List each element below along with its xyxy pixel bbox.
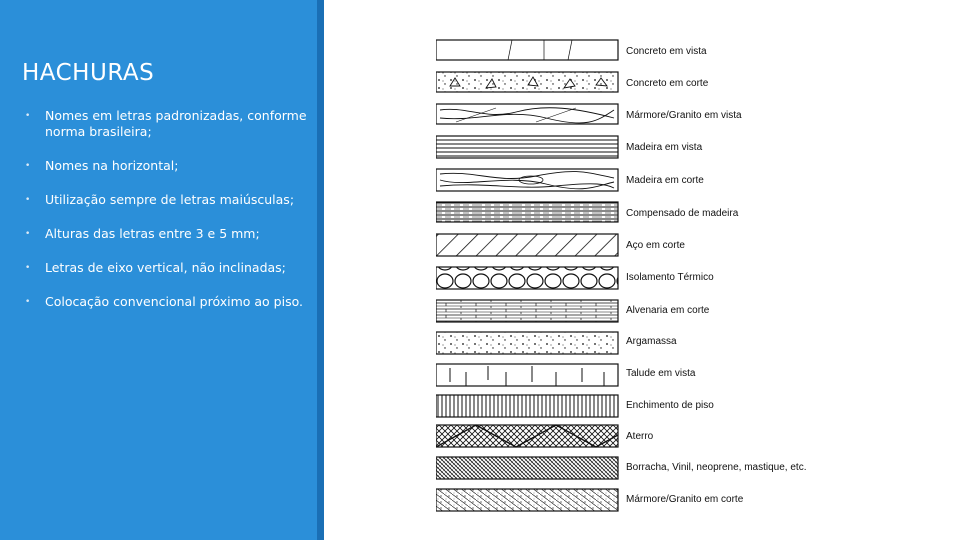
hatch-label: Argamassa: [626, 336, 677, 347]
hatch-swatch-compensado: [436, 202, 618, 222]
bullet-text: Letras de eixo vertical, não inclinadas;: [45, 260, 286, 275]
bullet-text: Nomes na horizontal;: [45, 158, 179, 173]
hatch-label: Aterro: [626, 431, 654, 442]
bullet-text: Utilização sempre de letras maiúsculas;: [45, 192, 295, 207]
bullet-item: [22, 226, 312, 242]
slide-title: HACHURAS: [22, 60, 155, 86]
hatch-label: Compensado de madeira: [626, 208, 739, 219]
hatch-swatch-enchimento: [436, 395, 618, 417]
hatch-swatch-aterro: [436, 425, 618, 447]
hatch-swatch-talude: [436, 364, 618, 386]
hatch-swatch-marmore-corte: [436, 489, 618, 511]
hatch-label: Concreto em corte: [626, 78, 709, 89]
bullet-icon: •: [25, 263, 31, 273]
hatch-label: Mármore/Granito em corte: [626, 494, 744, 505]
hatch-label: Aço em corte: [626, 240, 685, 251]
bullet-item: [22, 158, 312, 174]
hatch-swatch-concreto-vista: [436, 40, 618, 60]
bullet-list: [22, 108, 312, 328]
bullet-item: [22, 260, 312, 276]
hatch-swatch-marmore-vista: [436, 104, 618, 124]
bullet-text: Nomes em letras padronizadas, conforme norma brasileira;: [45, 108, 307, 139]
hatch-swatch-madeira-corte: [436, 169, 618, 191]
bullet-icon: •: [25, 161, 31, 171]
bullet-icon: •: [25, 111, 31, 121]
bullet-item: [22, 108, 312, 140]
hatch-label: Concreto em vista: [626, 46, 707, 57]
hatch-label: Alvenaria em corte: [626, 305, 710, 316]
hatch-label: Madeira em corte: [626, 175, 704, 186]
bullet-text: Colocação convencional próximo ao piso.: [45, 294, 303, 309]
hatch-label: Borracha, Vinil, neoprene, mastique, etc.: [626, 462, 807, 473]
bullet-item: [22, 294, 312, 310]
hatch-swatch-madeira-vista: [436, 136, 618, 158]
hatch-label: Madeira em vista: [626, 142, 703, 153]
hatch-label: Mármore/Granito em vista: [626, 110, 742, 121]
hatch-legend-figure: [436, 38, 856, 518]
hatch-label: Enchimento de piso: [626, 400, 714, 411]
panel-edge-stripe: [317, 0, 324, 540]
hatch-swatch-borracha: [436, 457, 618, 479]
hatch-swatch-aco-corte: [436, 234, 618, 256]
hatch-label: Talude em vista: [626, 368, 696, 379]
hatch-swatch-isolamento: [436, 267, 618, 289]
bullet-icon: •: [25, 297, 31, 307]
bullet-item: [22, 192, 312, 208]
hatch-swatch-argamassa: [436, 332, 618, 354]
bullet-icon: •: [25, 229, 31, 239]
hatch-swatch-concreto-corte: [436, 72, 618, 92]
hatch-swatch-alvenaria: [436, 300, 618, 322]
bullet-icon: •: [25, 195, 31, 205]
hatch-label: Isolamento Térmico: [626, 272, 714, 283]
bullet-text: Alturas das letras entre 3 e 5 mm;: [45, 226, 260, 241]
